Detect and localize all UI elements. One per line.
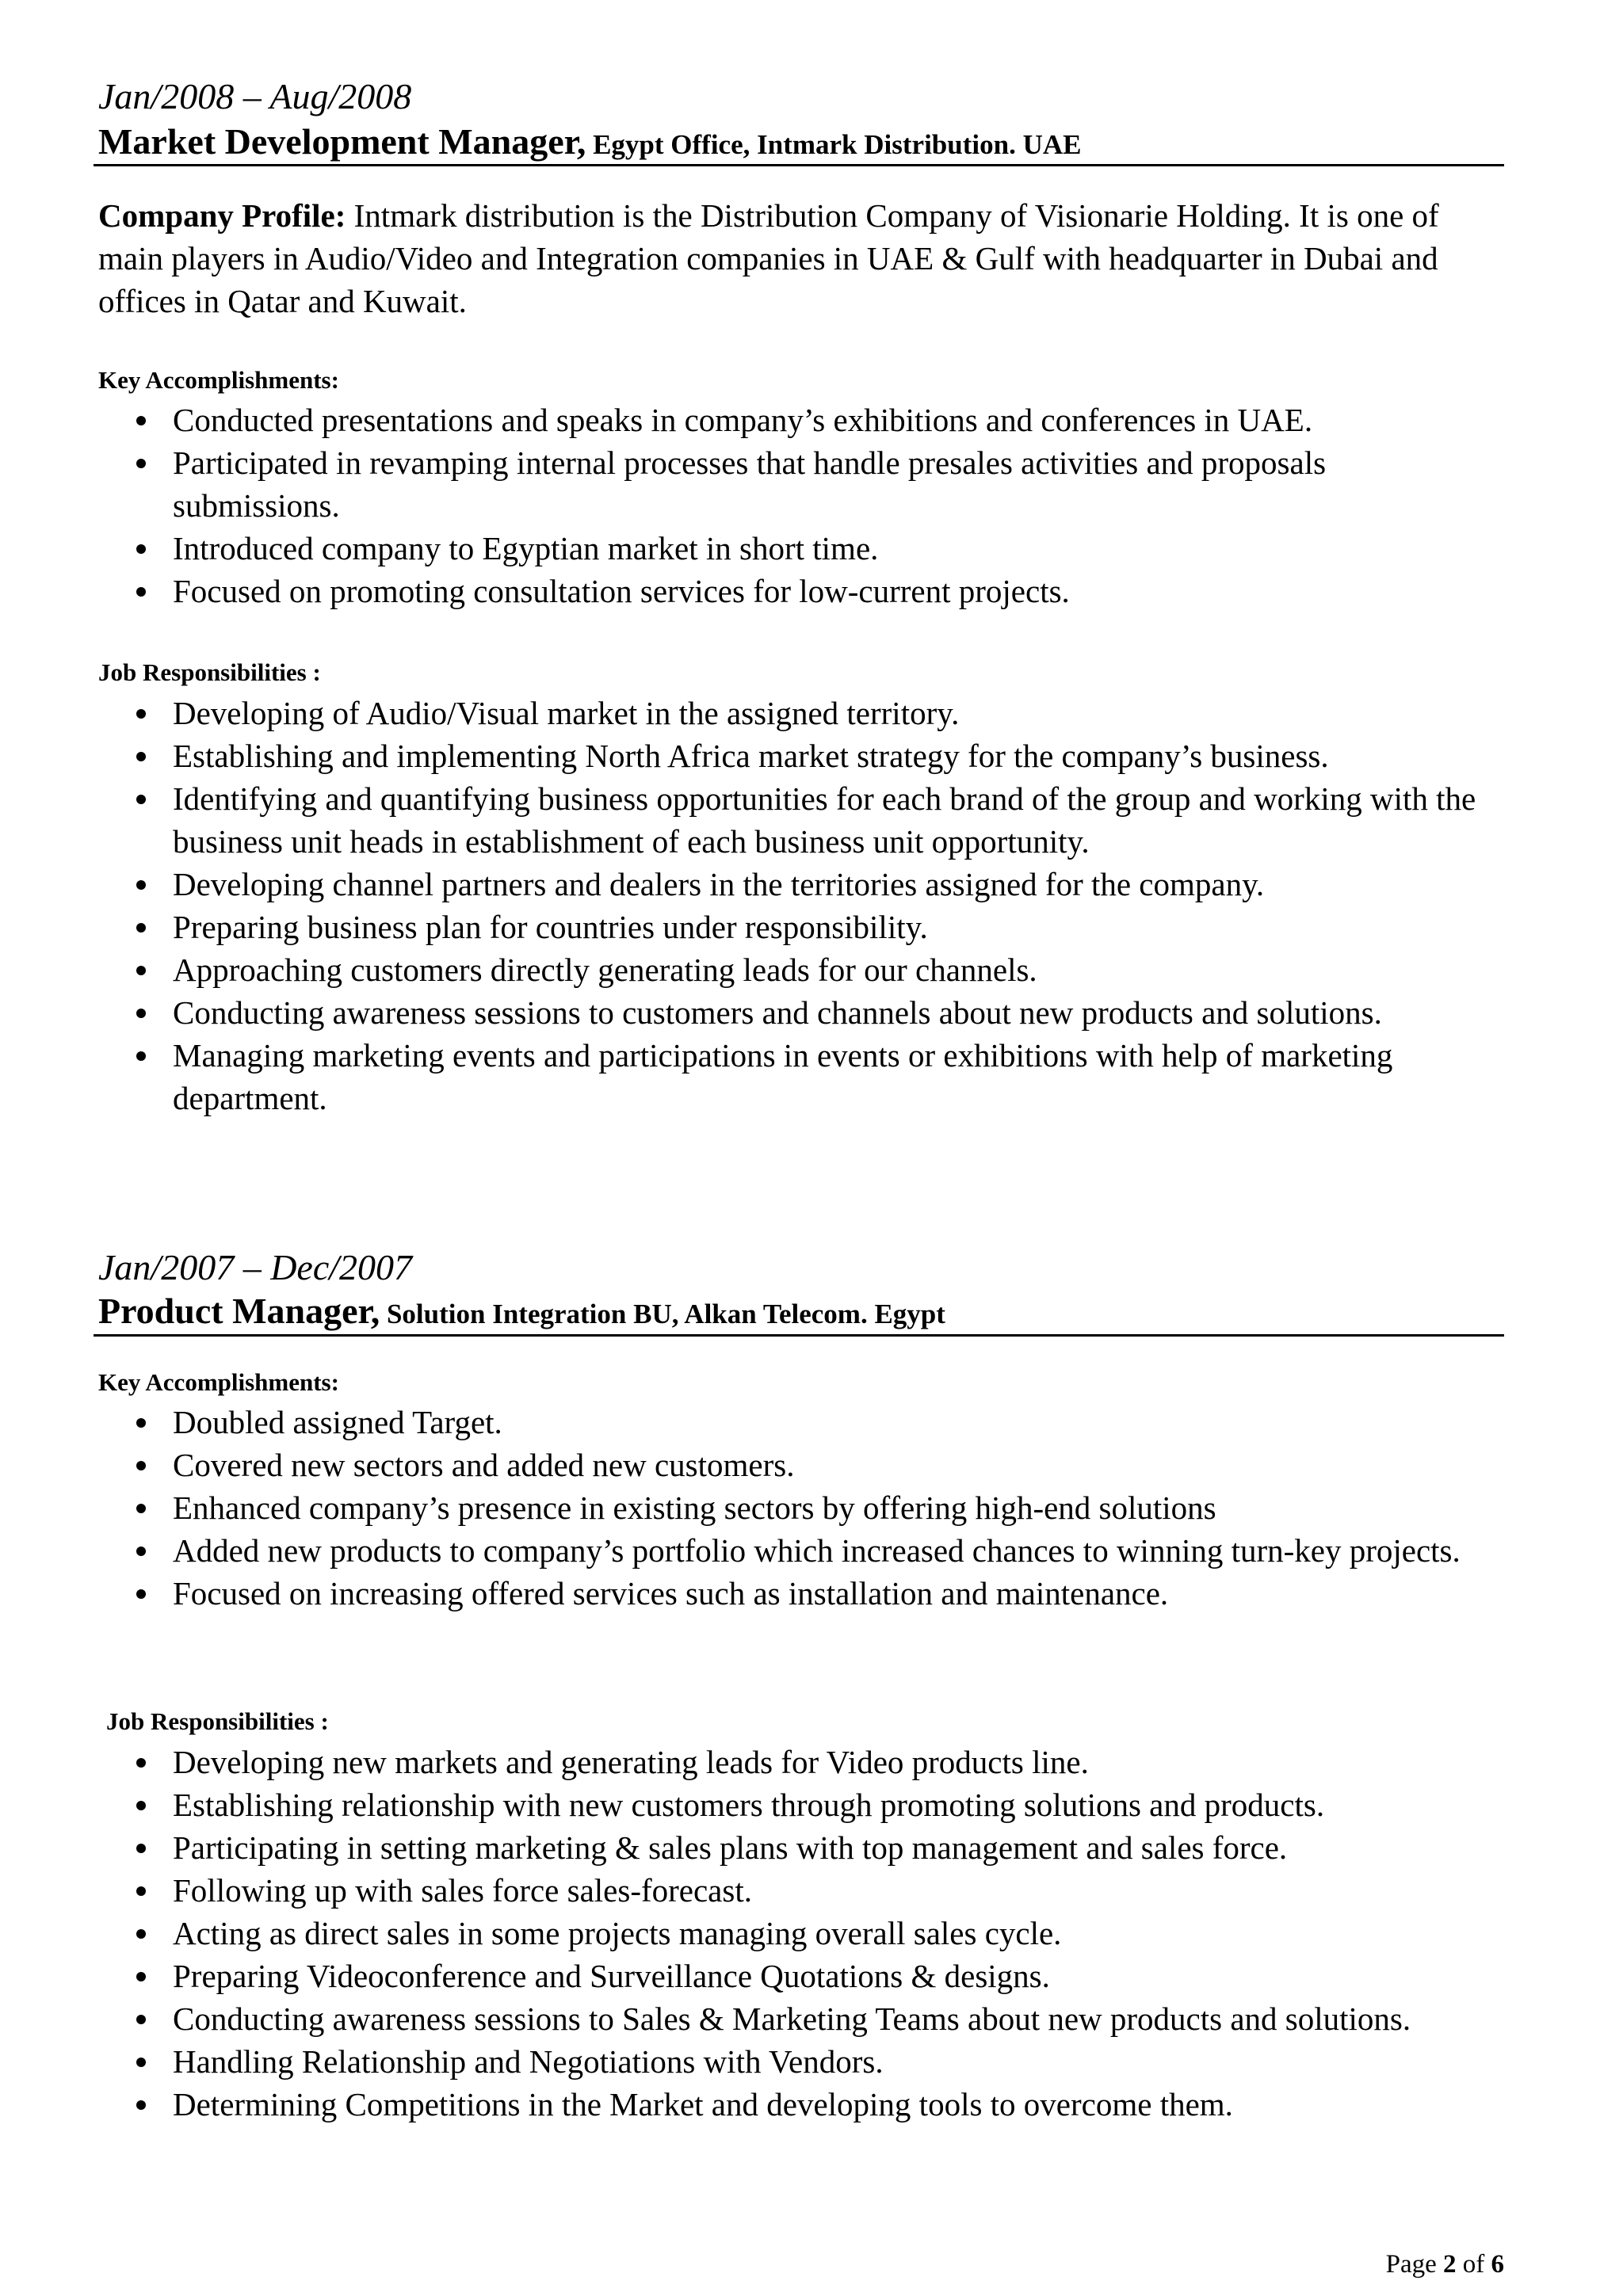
- list-item: Handling Relationship and Negotiations with Vendors.: [98, 2040, 1501, 2083]
- list-item: Focused on increasing offered services such as installation and maintenance.: [98, 1572, 1501, 1615]
- of-word: of: [1462, 2250, 1485, 2279]
- page-number: [1386, 2248, 1504, 2280]
- list-item: Participated in revamping internal processes that handle presales activities and proposals submissions.: [98, 441, 1501, 527]
- list-item: Focused on promoting consultation services for low-current projects.: [98, 570, 1501, 612]
- company-profile-label: Company Profile:: [98, 197, 346, 234]
- list-item: Developing new markets and generating leads for Video products line.: [98, 1741, 1501, 1783]
- list-item: Conducted presentations and speaks in company’s exhibitions and conferences in UAE.: [98, 399, 1501, 441]
- list-item: Preparing Videoconference and Surveillance Quotations & designs.: [98, 1955, 1501, 1997]
- job2-dates: Jan/2007 – Dec/2007: [98, 1247, 413, 1287]
- list-item: Determining Competitions in the Market and developing tools to overcome them.: [98, 2083, 1501, 2126]
- list-item: Enhanced company’s presence in existing sectors by offering high-end solutions: [98, 1486, 1501, 1529]
- job2-responsibilities-label: Job Responsibilities :: [106, 1707, 329, 1735]
- list-item: Introduced company to Egyptian market in short time.: [98, 527, 1501, 570]
- list-item: Preparing business plan for countries under responsibility.: [98, 906, 1501, 948]
- job1-divider: [94, 164, 1504, 166]
- job1-responsibilities-label: Job Responsibilities :: [98, 658, 321, 686]
- job1-accomplishments-list: [98, 399, 1501, 612]
- job2-accomplishments-list: [98, 1401, 1501, 1615]
- list-item: Approaching customers directly generating leads for our channels.: [98, 948, 1501, 991]
- list-item: Conducting awareness sessions to Sales & Marketing Teams about new products and solutions.: [98, 1997, 1501, 2040]
- job2-role: Product Manager,: [98, 1291, 380, 1331]
- page-current: 2: [1443, 2250, 1457, 2279]
- list-item: Establishing and implementing North Africa market strategy for the company’s business.: [98, 734, 1501, 777]
- page-word: Page: [1385, 2250, 1437, 2279]
- list-item: Identifying and quantifying business opportunities for each brand of the group and working with the business unit heads in establishment of each business unit opportunity.: [98, 777, 1501, 863]
- list-item: Following up with sales force sales-forecast.: [98, 1869, 1501, 1912]
- job2-org: Solution Integration BU, Alkan Telecom. Egypt: [380, 1299, 945, 1329]
- list-item: Added new products to company’s portfolio which increased chances to winning turn-key projects.: [98, 1529, 1501, 1572]
- job1-company-profile: [98, 194, 1501, 322]
- job1-role: Market Development Manager,: [98, 121, 586, 162]
- job2-divider: [94, 1334, 1504, 1337]
- job2-accomplishments-label: Key Accomplishments:: [98, 1368, 339, 1396]
- list-item: Developing of Audio/Visual market in the assigned territory.: [98, 692, 1501, 734]
- job2-responsibilities-list: [98, 1741, 1501, 2126]
- job1-org: Egypt Office, Intmark Distribution. UAE: [586, 129, 1082, 160]
- company-profile-text: Intmark distribution is the Distribution Company of Visionarie Holding. It is one of main players in Audio/Video and Integration companies in UAE & Gulf with headquarter in Dubai and offices in Qatar and Kuwait.: [98, 197, 1439, 319]
- list-item: Participating in setting marketing & sales plans with top management and sales force.: [98, 1826, 1501, 1869]
- job1-responsibilities-list: [98, 692, 1501, 1119]
- job1-dates: Jan/2008 – Aug/2008: [98, 76, 412, 116]
- list-item: Developing channel partners and dealers in the territories assigned for the company.: [98, 863, 1501, 906]
- job1-accomplishments-label: Key Accomplishments:: [98, 366, 339, 394]
- list-item: Acting as direct sales in some projects managing overall sales cycle.: [98, 1912, 1501, 1955]
- list-item: Establishing relationship with new customers through promoting solutions and products.: [98, 1783, 1501, 1826]
- page-total: 6: [1491, 2250, 1504, 2279]
- list-item: Managing marketing events and participations in events or exhibitions with help of marketing department.: [98, 1034, 1501, 1119]
- list-item: Doubled assigned Target.: [98, 1401, 1501, 1444]
- list-item: Covered new sectors and added new customers.: [98, 1444, 1501, 1486]
- list-item: Conducting awareness sessions to customers and channels about new products and solutions.: [98, 991, 1501, 1034]
